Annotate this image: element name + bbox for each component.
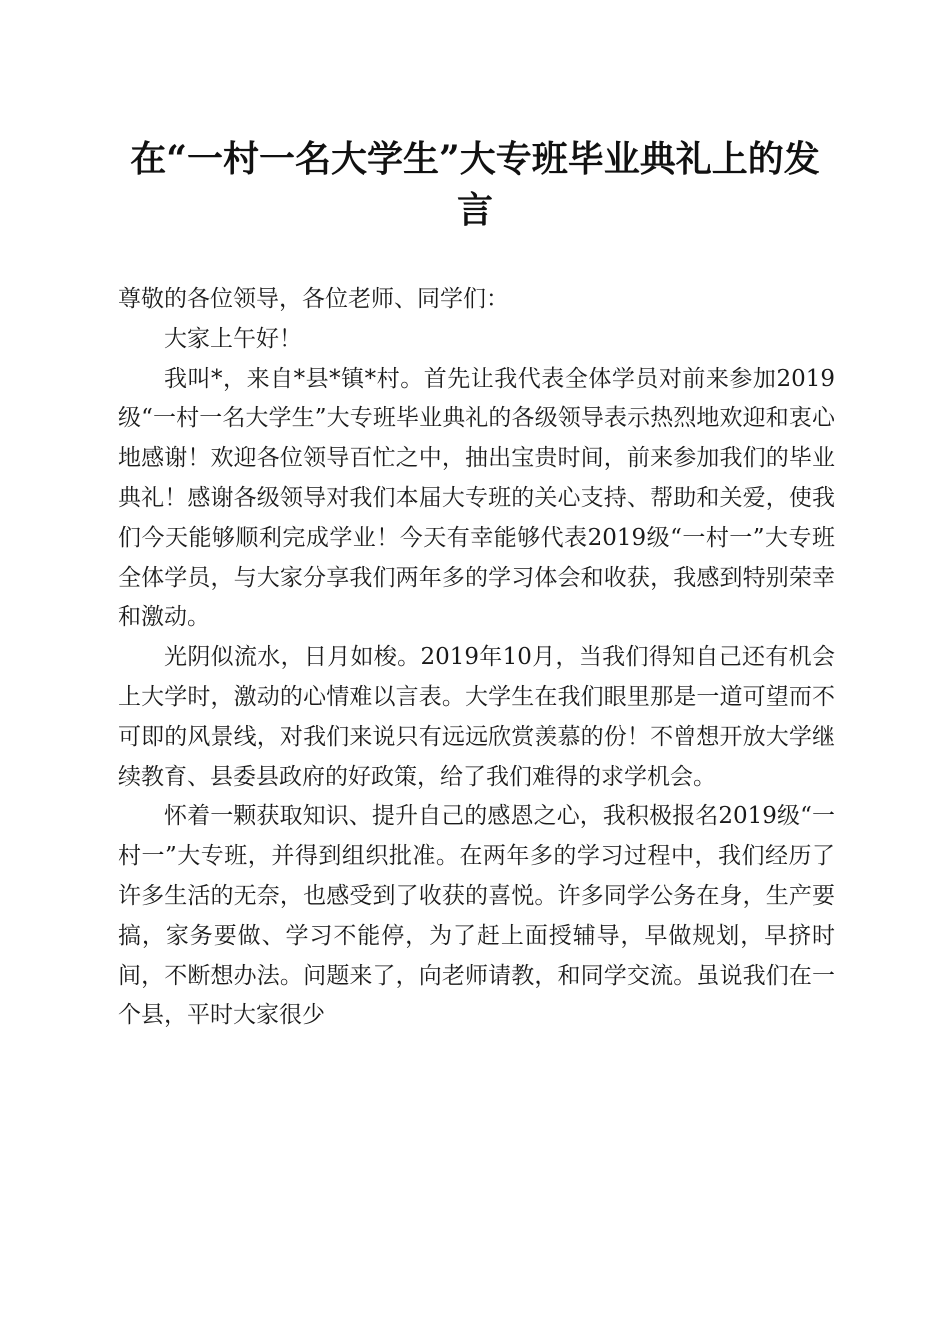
paragraph-2: 光阴似流水，日月如梭。2019年10月，当我们得知自己还有机会上大学时，激动的心情难以言表。大学生在我们眼里那是一道可望而不可即的风景线，对我们来说只有远远欣赏羡慕的份！不曾想开放大学继续教育、县委县政府的好政策，给了我们难得的求学机会。 [118,644,835,790]
document-body [118,280,835,1036]
document-title: 在“一村一名大学生”大专班毕业典礼上的发言 [130,138,820,231]
salutation: 尊敬的各位领导，各位老师、同学们： [118,286,509,312]
greeting: 大家上午好！ [164,325,302,352]
paragraph-3: 怀着一颗获取知识、提升自己的感恩之心，我积极报名2019级“一村一”大专班，并得到组织批准。在两年多的学习过程中，我们经历了许多生活的无奈，也感受到了收获的喜悦。许多同学公务在身，生产要搞，家务要做、学习不能停，为了赶上面授辅导，早做规划，早挤时间，不断想办法。问题来了，向老师请教，和同学交流。虽说我们在一个县，平时大家很少 [118,803,835,1029]
paragraph-1: 我叫*，来自*县*镇*村。首先让我代表全体学员对前来参加2019级“一村一名大学生”大专班毕业典礼的各级领导表示热烈地欢迎和衷心地感谢！欢迎各位领导百忙之中，抽出宝贵时间，前来参加我们的毕业典礼！感谢各级领导对我们本届大专班的关心支持、帮助和关爱，使我们今天能够顺利完成学业！今天有幸能够代表2019级“一村一”大专班全体学员，与大家分享我们两年多的学习体会和收获，我感到特别荣幸和激动。 [118,365,835,631]
